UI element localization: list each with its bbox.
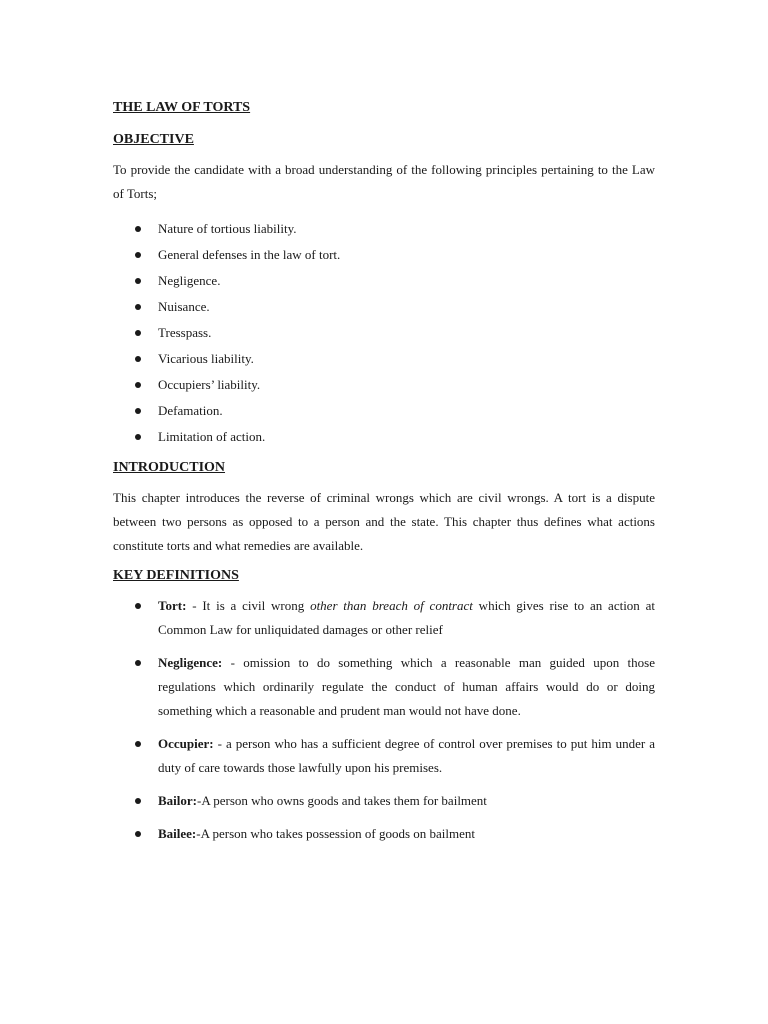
objective-list (113, 216, 655, 450)
list-item: Negligence. (113, 268, 655, 294)
definition-negligence (113, 651, 655, 723)
definition-text: - a person who has a sufficient degree of control over premises to put him under a duty of care towards those lawfully upon his premises. (158, 736, 655, 775)
definitions-list (113, 594, 655, 846)
definition-tort (113, 594, 655, 642)
definition-text: - It is a civil wrong (186, 598, 311, 613)
definition-term: Occupier: (158, 736, 214, 751)
definition-emphasis: other than breach of contract (310, 598, 473, 613)
definition-bailor (113, 789, 655, 813)
objective-heading: OBJECTIVE (113, 132, 194, 147)
definition-text: -A person who takes possession of goods on bailment (196, 826, 476, 841)
definition-term: Negligence: (158, 655, 223, 670)
definition-bailee (113, 822, 655, 846)
definition-occupier (113, 732, 655, 780)
list-item: Nuisance. (113, 294, 655, 320)
list-item: Limitation of action. (113, 424, 655, 450)
list-item: Tresspass. (113, 320, 655, 346)
key-definitions-heading: KEY DEFINITIONS (113, 568, 239, 583)
list-item: Occupiers’ liability. (113, 372, 655, 398)
introduction-text: This chapter introduces the reverse of criminal wrongs which are civil wrongs. A tort is a dispute between two persons as opposed to a person and the state. This chapter thus defines what actions constitute torts and what remedies are available. (113, 490, 655, 553)
definition-text: which gives rise to an action at Common Law for unliquidated damages or other relief (158, 598, 655, 637)
list-item: Vicarious liability. (113, 346, 655, 372)
list-item: Nature of tortious liability. (113, 216, 655, 242)
document-page (113, 96, 655, 855)
definition-text: - omission to do something which a reasonable man guided upon those regulations which ordinarily regulate the conduct of human affairs would do or doing something which a reasonable and prudent man would not have done. (158, 655, 655, 718)
objective-intro: To provide the candidate with a broad understanding of the following principles pertaining to the Law of Torts; (113, 162, 655, 201)
introduction-heading: INTRODUCTION (113, 460, 226, 475)
document-title: THE LAW OF TORTS (113, 100, 251, 115)
definition-term: Tort: (158, 598, 187, 613)
list-item: General defenses in the law of tort. (113, 242, 655, 268)
list-item: Defamation. (113, 398, 655, 424)
definition-term: Bailee: (158, 826, 197, 841)
definition-text: -A person who owns goods and takes them for bailment (197, 793, 487, 808)
definition-term: Bailor: (158, 793, 197, 808)
